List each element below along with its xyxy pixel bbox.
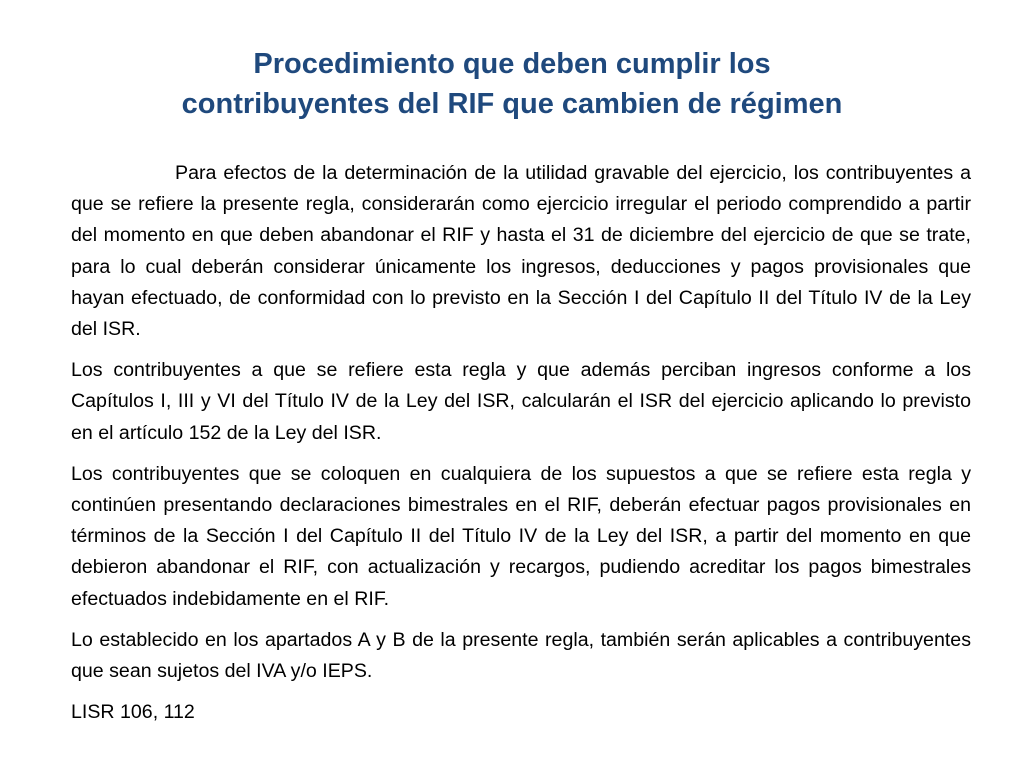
paragraph-calculo-isr: Los contribuyentes a que se refiere esta regla y que además perciban ingresos conforme a los Capítulos I, III y VI del Título IV de la Ley del ISR, calcularán el ISR del ejercicio aplicando lo previsto en el artículo 152 de la Ley del ISR.	[71, 359, 971, 444]
slide-title-line-1: Procedimiento que deben cumplir los	[253, 48, 771, 80]
legal-reference: LISR 106, 112	[71, 701, 195, 724]
paragraph-iva-ieps: Lo establecido en los apartados A y B de la presente regla, también serán aplicables a contribuyentes que sean sujetos del IVA y/o IEPS.	[71, 628, 971, 683]
slide-title-line-2: contribuyentes del RIF que cambien de régimen	[181, 88, 843, 120]
paragraph-utilidad-gravable: Para efectos de la determinación de la utilidad gravable del ejercicio, los contribuyentes a que se refiere la presente regla, considerarán como ejercicio irregular el periodo comprendido a partir del momento en que deben abandonar el RIF y hasta el 31 de diciembre del ejercicio de que se trate, para lo cual deberán considerar únicamente los ingresos, deducciones y pagos provisionales que hayan efectuado, de conformidad con lo previsto en la Sección I del Capítulo II del Título IV de la Ley del ISR.	[71, 162, 971, 341]
slide-title	[60, 44, 964, 124]
paragraph-pagos-provisionales: Los contribuyentes que se coloquen en cualquiera de los supuestos a que se refiere esta regla y continúen presentando declaraciones bimestrales en el RIF, deberán efectuar pagos provisionales en términos de la Sección I del Capítulo II del Título IV de la Ley del ISR, a partir del momento en que debieron abandonar el RIF, con actualización y recargos, pudiendo acreditar los pagos bimestrales efectuados indebidamente en el RIF.	[71, 462, 971, 610]
slide-body	[71, 158, 971, 728]
